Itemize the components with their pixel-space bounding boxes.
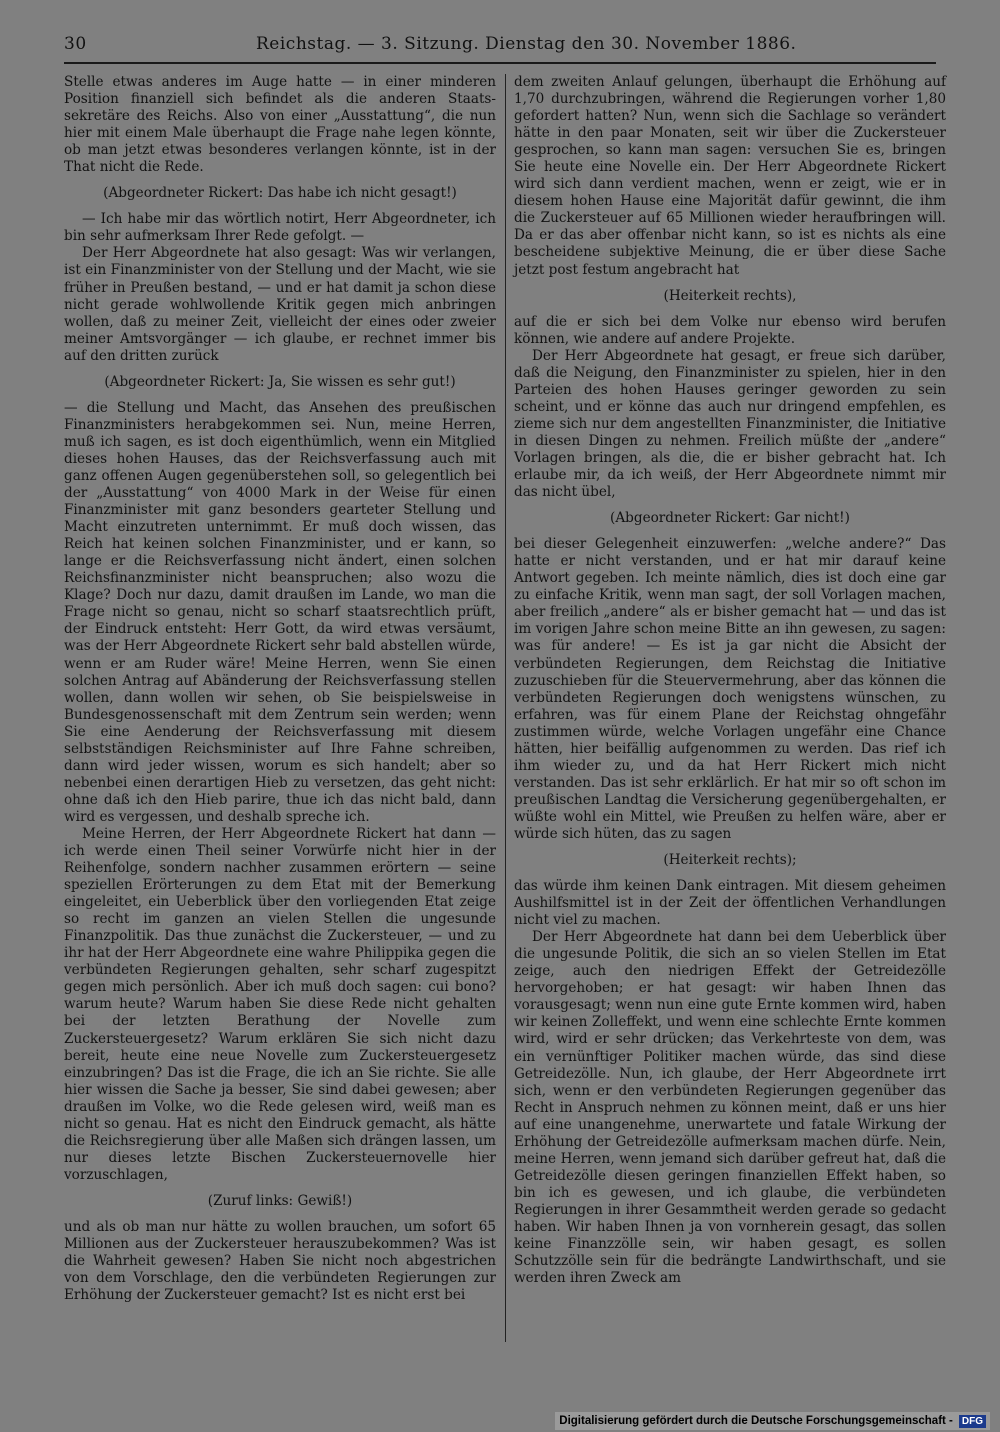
paragraph: und als ob man nur hätte zu wollen brauchen, um sofort 65 Millionen aus der Zuckersteuer herauszubekommen? Was ist die Wahrheit gewesen? Haben Sie nicht noch abgestrichen von dem Vorschlage, den die verbündeten Regierungen zur Erhöhung der Zuckersteuer gemacht? Ist es nicht erst bei [64,1219,496,1304]
column-divider [505,74,506,1342]
interjection: (Heiterkeit rechts); [663,852,797,869]
interjection: (Abgeordneter Rickert: Gar nicht!) [610,510,850,527]
paragraph: Stelle etwas anderes im Auge hatte — in einer minderen Position finanziell sich befindet als die anderen Staats-sekretäre des Reichs. Also von einer „Ausstattung“, die nun hier mit einem Male überhaupt die Frage nahe legen könnte, ob man jetzt etwas besonderes verlangen könnte, ist in der That nicht die Rede. [64,74,496,176]
interjection: (Zuruf links: Gewiß!) [207,1192,353,1209]
interjection: (Heiterkeit rechts), [663,287,797,304]
footer-credit [555,1412,990,1430]
paragraph: auf die er sich bei dem Volke nur ebenso wird berufen können, wie andere auf andere Projekte. [514,313,946,347]
dfg-logo: DFG [959,1415,986,1428]
paragraph: — Ich habe mir das wörtlich notirt, Herr Abgeordneter, ich bin sehr aufmerksam Ihrer Rede gefolgt. — [64,211,496,245]
paragraph: Der Herr Abgeordnete hat also gesagt: Was wir verlangen, ist ein Finanzminister von der Stellung und der Macht, wie sie früher in Preußen bestand, — und er hat damit ja schon diese nicht gerade wohlwollende Kritik gegen mich anbringen wollen, daß zu meiner Zeit, vielleicht der eines oder zweier meiner Amtsvorgänger — ich glaube, er rechnet immer bis auf den dritten zurück [64,245,496,364]
paragraph: Meine Herren, der Herr Abgeordnete Rickert hat dann — ich werde einen Theil seiner Vorwürfe nicht hier in der Reihenfolge, sondern nachher zusammen erörtern — seine speziellen Erörterungen zu dem Etat mit der Bemerkung eingeleitet, ein Ueberblick über den vorliegenden Etat zeige so recht im ganzen an vielen Stellen die ungesunde Finanzpolitik. Das thue zunächst die Zuckersteuer, — und zu ihr hat der Herr Abgeordnete eine wahre Philippika gegen die verbündeten Regierungen gehalten, sehr scharf zugespitzt gegen mich persönlich. Aber ich muß doch sagen: cui bono? warum heute? Warum haben Sie diese Rede nicht gehalten bei der letzten Berathung der Novelle zum Zuckersteuergesetz? Warum erklären Sie sich nicht dazu bereit, heute eine neue Novelle zum Zuckersteuergesetz einzubringen? Das ist die Frage, die ich an Sie richte. Sie alle hier wissen die Sache ja besser, Sie sind dabei gewesen; aber draußen im Volke, wo die Rede gelesen wird, weiß man es nicht so genau. Hat es nicht den Eindruck gemacht, als hätte die Reichsregierung über alle Maßen sich drängen lassen, um nur dieses letzte Bischen Zuckersteuernovelle hier vorzuschlagen, [64,825,496,1183]
right-column [514,74,946,1287]
paragraph: das würde ihm keinen Dank eintragen. Mit diesem geheimen Aushilfsmittel ist in der Zeit der öffentlichen Verhandlungen nicht viel zu machen. [514,878,946,929]
left-column [64,74,496,1304]
paragraph: — die Stellung und Macht, das Ansehen des preußischen Finanzministers herabgekommen sei. Nun, meine Herren, muß ich sagen, es ist doch eigenthümlich, wenn ein Mitglied dieses hohen Hauses, das der Reichsverfassung auch mit ganz offenen Augen gegenüberstehen soll, so gelegentlich bei der „Ausstattung“ von 4000 Mark in der Weise für einen Finanzminister mit ganz besonders gearteter Stellung und Macht einzutreten unternimmt. Er muß doch wissen, das Reich hat keinen solchen Finanzminister, und er kann, so lange er die Reichsverfassung nicht ändert, einen solchen Reichsfinanzminister nicht beanspruchen; also wozu die Klage? Doch nur dazu, damit draußen im Lande, wo man die Frage nicht so genau, nicht so scharf staatsrechtlich prüft, der Eindruck entsteht: Herr Gott, da wird etwas versäumt, was der Herr Abgeordnete Rickert sehr bald abstellen würde, wenn er am Ruder wäre! Meine Herren, wenn Sie einen solchen Antrag auf Abänderung der Reichsverfassung stellen wollen, dann wollen wir sehen, ob Sie beispielsweise in Bundesgenossenschaft mit dem Zentrum sein werden; wenn Sie eine Aenderung der Reichsverfassung mit diesem selbstständigen Reichsminister auf Ihre Fahne schreiben, dann wird jeder wissen, worum es sich handelt; aber so nebenbei einen derartigen Hieb zu versetzen, das geht nicht: ohne daß ich den Hieb parire, thue ich das nicht bald, dann wird es vergessen, und deshalb spreche ich. [64,399,496,825]
page-number: 30 [64,34,87,54]
running-head: Reichstag. — 3. Sitzung. Dienstag den 30. November 1886. [256,34,797,54]
paragraph: bei dieser Gelegenheit einzuwerfen: „welche andere?“ Das hatte er nicht verstanden, und er hat mir darauf keine Antwort gegeben. Ich meinte nämlich, dies ist doch eine gar zu einfache Kritik, wenn man sagt, der soll Vorlagen machen, aber freilich „andere“ als er bisher gemacht hat — und das ist im vorigen Jahre schon meine Bitte an ihn gewesen, zu sagen: was für andere! — Es ist ja gar nicht die Absicht der verbündeten Regierungen, dem Reichstag die Initiative zuzuschieben für die Steuervermehrung, aber das können die verbündeten Regierungen doch wenigstens wünschen, zu erfahren, was für einem Plane der Reichstag ohngefähr zustimmen würde, welche Vorlagen ungefähr eine Chance hätten, hier beifällig aufgenommen zu werden. Das rief ich ihm wieder zu, und da hat Herr Rickert mich nicht verstanden. Das ist sehr erklärlich. Er hat mir so oft schon im preußischen Landtag die Versicherung gegenübergehalten, er wüßte wohl ein Mittel, wie Preußen zu helfen wäre, aber er würde sich hüten, das zu sagen [514,536,946,842]
header-rule [64,62,936,64]
paragraph: dem zweiten Anlauf gelungen, überhaupt die Erhöhung auf 1,70 durchzubringen, während die Regierungen vorher 1,80 gefordert hatten? Nun, wenn sich die Sachlage so verändert hätte in den paar Monaten, seit wir über die Zuckersteuer gesprochen, so kann man sagen: versuchen Sie es, bringen Sie heute eine Novelle ein. Der Herr Abgeordnete Rickert wird sich dann verdient machen, wenn er zeigt, wie er in diesem hohen Hause eine Majorität dafür gewinnt, die ihm die Zuckersteuer auf 65 Millionen wieder heraufbringen will. Da er das aber offenbar nicht kann, so ist es nichts als eine bescheidene subjektive Meinung, die er über diese Sache jetzt post festum angebracht hat [514,74,946,278]
paragraph: Der Herr Abgeordnete hat gesagt, er freue sich darüber, daß die Neigung, den Finanzminister zu spielen, hier in den Parteien des hohen Hauses geringer geworden zu sein scheint, und er könne das auch nur dringend empfehlen, es zieme sich nur dem angestellten Finanzminister, die Initiative in diesen Dingen zu nehmen. Freilich müßte der „andere“ Vorlagen bringen, als die, die er bisher gebracht hat. Ich erlaube mir, da ich weiß, der Herr Abgeordnete nimmt mir das nicht übel, [514,347,946,501]
interjection: (Abgeordneter Rickert: Ja, Sie wissen es sehr gut!) [104,373,456,390]
footer-text: Digitalisierung gefördert durch die Deutsche Forschungsgemeinschaft - [559,1415,953,1427]
interjection: (Abgeordneter Rickert: Das habe ich nicht gesagt!) [103,185,457,202]
paragraph: Der Herr Abgeordnete hat dann bei dem Ueberblick über die ungesunde Politik, die sich an so vielen Stellen im Etat zeige, auch den niedrigen Effekt der Getreidezölle hervorgehoben; er hat gesagt: wir haben Ihnen das vorausgesagt; wenn nun eine gute Ernte kommen wird, haben wir keinen Zolleffekt, und wenn eine schlechte Ernte kommen wird, wird er sehr drücken; das Verkehrteste von dem, was ein vernünftiger Politiker machen würde, das sind diese Getreidezölle. Nun, ich glaube, der Herr Abgeordnete irrt sich, wenn er den verbündeten Regierungen gegenüber das Recht in Anspruch nehmen zu können meint, daß er uns hier auf eine unangenehme, unerwartete und fatale Wirkung der Erhöhung der Getreidezölle aufmerksam machen dürfe. Nein, meine Herren, wenn jemand sich darüber gefreut hat, daß die Getreidezölle diesen geringen finanziellen Effekt haben, so bin ich es gewesen, und ich glaube, die verbündeten Regierungen in ihrer Gesammtheit werden gerade so gedacht haben. Wir haben Ihnen ja von vornherein gesagt, das sollen keine Finanzzölle sein, wir haben gesagt, es sollen Schutzzölle sein für die bedrängte Landwirthschaft, und sie werden ihren Zweck am [514,929,946,1287]
page-header [64,34,936,58]
